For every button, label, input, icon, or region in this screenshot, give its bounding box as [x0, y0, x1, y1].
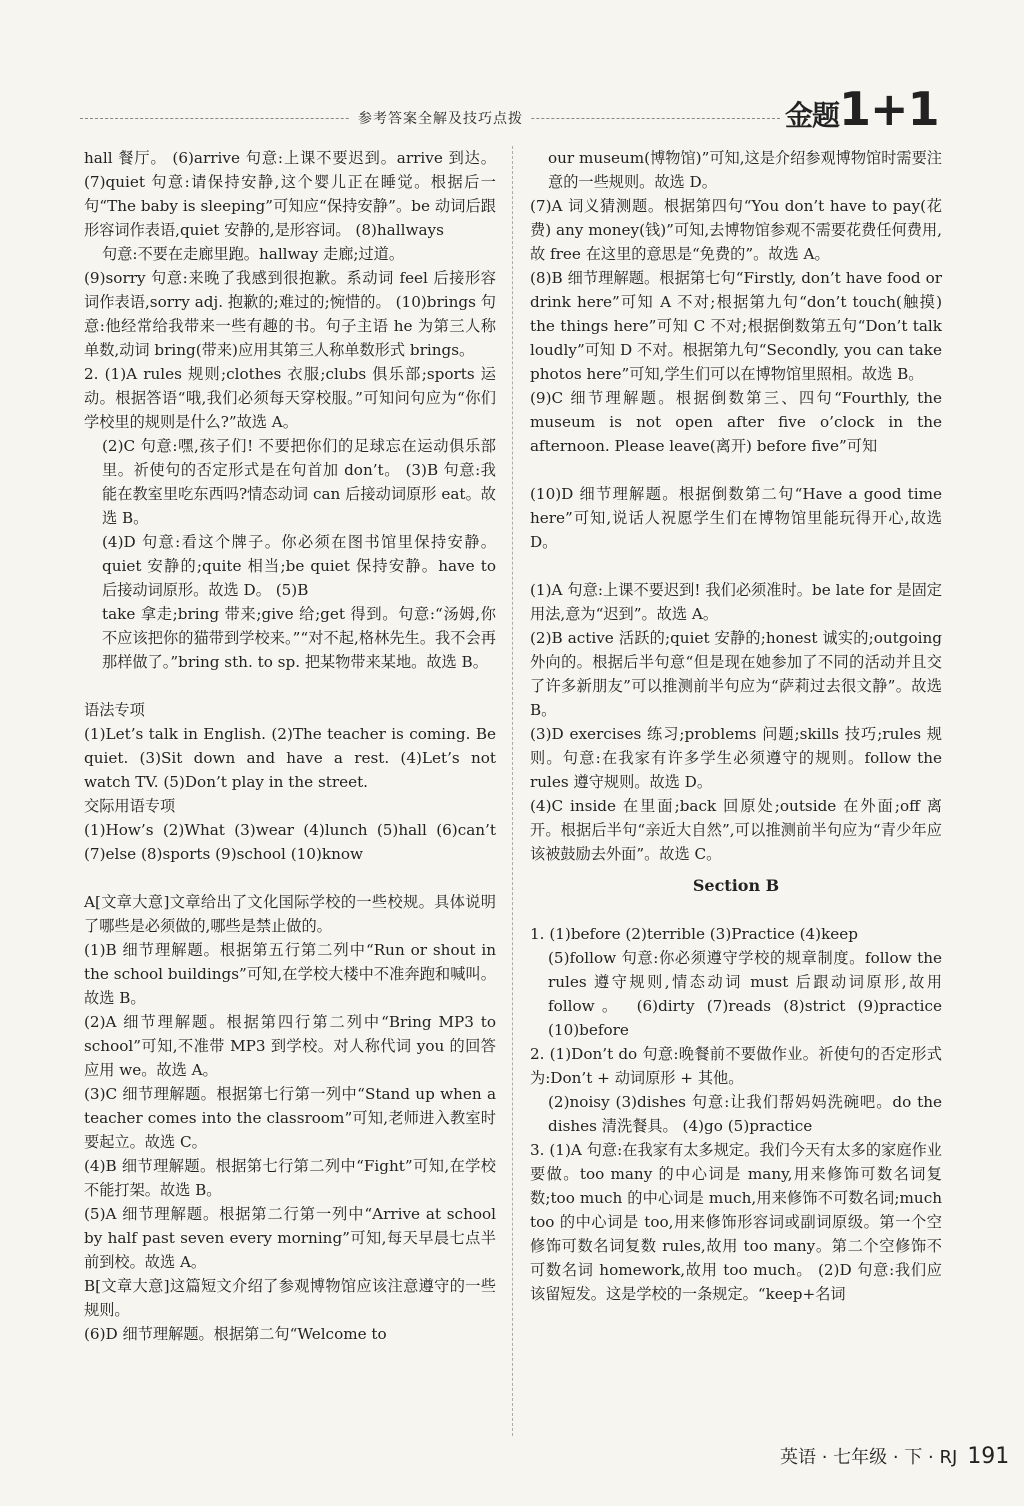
brand-num: 1+1: [839, 82, 939, 136]
answer-paragraph: our museum(博物馆)”可知,这是介绍参观博物馆时需要注意的一些规则。故选 D。: [548, 149, 942, 191]
answer-paragraph: (5)follow 句意:你必须遵守学校的规章制度。follow the rules 遵守规则,情态动词 must 后跟动词原形,故用 follow。 (6)dirty (7)reads (8)strict (9)practice (10)before: [548, 949, 942, 1039]
answer-paragraph: (3)C 细节理解题。根据第七行第一列中“Stand up when a teacher comes into the classroom”可知,老师进入教室时要起立。故选 C。: [84, 1085, 496, 1151]
section-heading: 交际用语专项: [84, 797, 176, 815]
answer-paragraph: (9)C 细节理解题。根据倒数第三、四句“Fourthly, the museum is not open after five o’clock in the afternoon. Please leave(离开) before five”可知: [530, 389, 942, 455]
answer-paragraph: 3. (1)A 句意:在我家有太多规定。我们今天有太多的家庭作业要做。too many 的中心词是 many,用来修饰可数名词复数;too much 的中心词是 much,用来修饰不可数名词;much too 的中心词是 too,用来修饰形容词或副词原级。第一个空修饰可数名词复数 rules,故用 too many。第二个空修饰不可数名词 homework,故用 too much。 (2)D 句意:我们应该留短发。这是学校的一条规定。“keep+名词: [530, 1141, 942, 1303]
answer-paragraph: (4)D 句意:看这个牌子。你必须在图书馆里保持安静。quiet 安静的;quite 相当;be quiet 保持安静。have to 后接动词原形。故选 D。 (5)B: [102, 533, 496, 599]
footer-subject: 英语 · 七年级 · 下 · RJ: [780, 1447, 958, 1468]
section-heading: 语法专项: [84, 701, 145, 719]
answer-paragraph: (7)A 词义猜测题。根据第四句“You don’t have to pay(花费) any money(钱)”可知,去博物馆参观不需要花费任何费用,故 free 在这里的意思是“免费的”。故选 A。: [530, 197, 942, 263]
answer-paragraph: (5)A 细节理解题。根据第二行第一列中“Arrive at school by half past seven every morning”可知,每天早晨七点半前到校。故选 A。: [84, 1205, 496, 1271]
passage-summary: A[文章大意]文章给出了文化国际学校的一些校规。具体说明了哪些是必须做的,哪些是禁止做的。: [84, 893, 496, 935]
answer-paragraph: hall 餐厅。 (6)arrive 句意:上课不要迟到。arrive 到达。 (7)quiet 句意:请保持安静,这个婴儿正在睡觉。根据后一句“The baby is sleeping”可知应“保持安静”。be 动词后跟形容词作表语,quiet 安静的,是形容词。 (8)hallways: [84, 149, 496, 239]
header-title: 参考答案全解及技巧点拨: [350, 108, 531, 128]
brand-cn: 金题: [785, 99, 840, 132]
answer-paragraph: 2. (1)A rules 规则;clothes 衣服;clubs 俱乐部;sports 运动。根据答语“哦,我们必须每天穿校服。”可知问句应为“你们学校里的规则是什么?”故选 A。: [84, 365, 496, 431]
answer-paragraph: (2)A 细节理解题。根据第四行第二列中“Bring MP3 to school”可知,不准带 MP3 到学校。对人称代词 you 的回答应用 we。故选 A。: [84, 1013, 496, 1079]
answer-paragraph: (4)B 细节理解题。根据第七行第二列中“Fight”可知,在学校不能打架。故选 B。: [84, 1157, 496, 1199]
page-footer: [780, 1443, 1009, 1469]
left-column: [84, 146, 496, 1346]
answer-paragraph: (9)sorry 句意:来晚了我感到很抱歉。系动词 feel 后接形容词作表语,sorry adj. 抱歉的;难过的;惋惜的。 (10)brings 句意:他经常给我带来一些有趣的书。句子主语 he 为第三人称单数,动词 bring(带来)应用其第三人称单数形式 brings。: [84, 269, 496, 359]
brand-logo: [785, 82, 939, 136]
answer-paragraph: 1. (1)before (2)terrible (3)Practice (4)keep: [530, 925, 859, 943]
answer-paragraph: (4)C inside 在里面;back 回原处;outside 在外面;off 离开。根据后半句“亲近大自然”,可以推测前半句应为“青少年应该被鼓励去外面”。故选 C。: [530, 797, 942, 863]
passage-summary: B[文章大意]这篇短文介绍了参观博物馆应该注意遵守的一些规则。: [84, 1277, 496, 1319]
column-divider: [512, 146, 513, 1436]
answer-paragraph: (1)B 细节理解题。根据第五行第二列中“Run or shout in the school buildings”可知,在学校大楼中不准奔跑和喊叫。故选 B。: [84, 941, 496, 1007]
answer-paragraph: 句意:不要在走廊里跑。hallway 走廊;过道。: [102, 245, 405, 263]
page-number: 191: [967, 1444, 1010, 1469]
answer-paragraph: 2. (1)Don’t do 句意:晚餐前不要做作业。祈使句的否定形式为:Don’t + 动词原形 + 其他。: [530, 1045, 942, 1087]
answer-paragraph: (2)noisy (3)dishes 句意:让我们帮妈妈洗碗吧。do the dishes 清洗餐具。 (4)go (5)practice: [548, 1093, 942, 1135]
answer-paragraph: (2)B active 活跃的;quiet 安静的;honest 诚实的;outgoing 外向的。根据后半句意“但是现在她参加了不同的活动并且交了许多新朋友”可以推测前半句应为“萨莉过去很文静”。故选 B。: [530, 629, 942, 719]
right-column: [530, 146, 942, 1306]
answer-paragraph: (8)B 细节理解题。根据第七句“Firstly, don’t have food or drink here”可知 A 不对;根据第九句“don’t touch(触摸) the things here”可知 C 不对;根据倒数第五句“Don’t talk loudly”可知 D 不对。根据第九句“Secondly, you can take photos here”可知,学生们可以在博物馆里照相。故选 B。: [530, 269, 942, 383]
answer-paragraph: (1)A 句意:上课不要迟到! 我们必须准时。be late for 是固定用法,意为“迟到”。故选 A。: [530, 581, 942, 623]
answer-paragraph: (1)Let’s talk in English. (2)The teacher is coming. Be quiet. (3)Sit down and have a rest. (4)Let’s not watch TV. (5)Don’t play in the street.: [84, 725, 496, 791]
page-header: [80, 108, 780, 130]
answer-paragraph: (3)D exercises 练习;problems 问题;skills 技巧;rules 规则。句意:在我家有许多学生必须遵守的规则。follow the rules 遵守规则。故选 D。: [530, 725, 942, 791]
answer-paragraph: (10)D 细节理解题。根据倒数第二句“Have a good time here”可知,说话人祝愿学生们在博物馆里能玩得开心,故选 D。: [530, 485, 942, 551]
answer-paragraph: (1)How’s (2)What (3)wear (4)lunch (5)hall (6)can’t (7)else (8)sports (9)school (10)know: [84, 821, 496, 863]
answer-paragraph: (6)D 细节理解题。根据第二句“Welcome to: [84, 1325, 387, 1343]
answer-paragraph: take 拿走;bring 带来;give 给;get 得到。句意:“汤姆,你不应该把你的猫带到学校来。”“对不起,格林先生。我不会再那样做了。”bring sth. to sp. 把某物带来某地。故选 B。: [102, 605, 496, 671]
answer-paragraph: (2)C 句意:嘿,孩子们! 不要把你们的足球忘在运动俱乐部里。祈使句的否定形式是在句首加 don’t。 (3)B 句意:我能在教室里吃东西吗?情态动词 can 后接动词原形 eat。故选 B。: [102, 437, 496, 527]
section-title: Section B: [692, 876, 780, 895]
